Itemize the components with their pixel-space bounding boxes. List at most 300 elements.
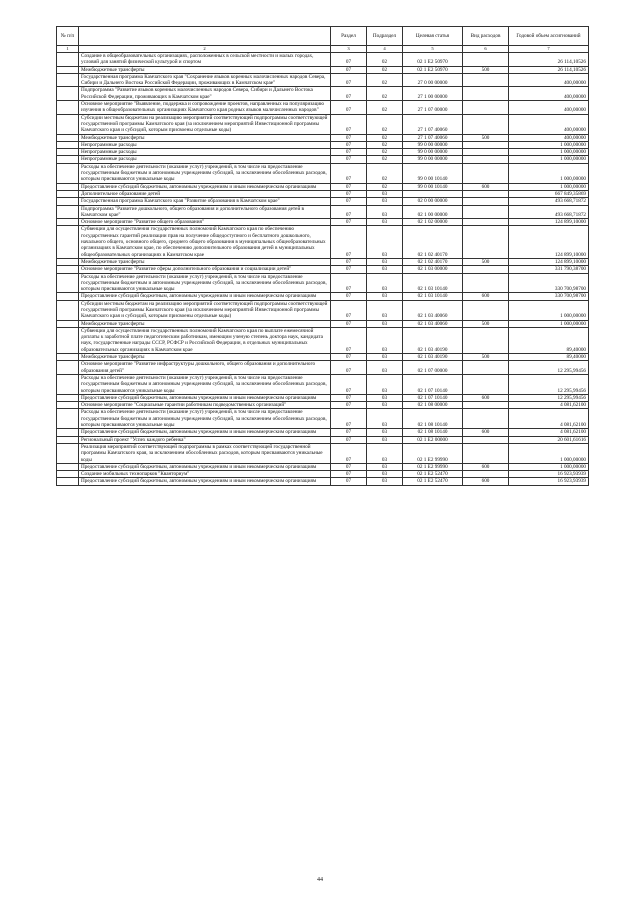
table-row: [57, 190, 589, 197]
column-number: 2: [79, 46, 331, 53]
row-number-cell: [57, 320, 79, 327]
table-row: [57, 183, 589, 190]
amount-cell: 1 000,00000: [509, 149, 589, 156]
amount-cell: 4 081,62100: [509, 409, 589, 429]
amount-cell: 16 923,93939: [509, 471, 589, 478]
table-row: [57, 114, 589, 134]
razdel-cell: 07: [331, 149, 367, 156]
table-row: [57, 402, 589, 409]
razdel-cell: 07: [331, 87, 367, 101]
expense-type-cell: 500: [463, 134, 509, 141]
razdel-cell: 07: [331, 327, 367, 353]
target-article-cell: 27 1 07 40060: [403, 114, 463, 134]
target-article-cell: 02 1 02 00000: [403, 219, 463, 226]
target-article-cell: 99 0 00 00000: [403, 156, 463, 163]
target-article-cell: 99 0 00 00000: [403, 149, 463, 156]
table-row: [57, 293, 589, 300]
table-row: [57, 471, 589, 478]
amount-cell: 1 000,00000: [509, 443, 589, 463]
amount-cell: 331 790,38700: [509, 266, 589, 273]
amount-cell: 4 081,62100: [509, 402, 589, 409]
header-podrazdel: Подраздел: [367, 27, 403, 46]
podrazdel-cell: 02: [367, 101, 403, 115]
razdel-cell: 07: [331, 156, 367, 163]
row-number-cell: [57, 258, 79, 265]
table-header: [57, 27, 589, 53]
amount-cell: 493 668,71872: [509, 198, 589, 205]
expense-type-cell: 600: [463, 394, 509, 401]
razdel-cell: 07: [331, 258, 367, 265]
item-name-cell: Расходы на обеспечение деятельности (оказание услуг) учреждений, в том числе на предоставление государственным бюджетным и автономным учреждениям субсидий, за исключением обособленных расходов, которым присваиваются уникальные коды: [79, 374, 331, 394]
expense-type-cell: [463, 374, 509, 394]
table-row: [57, 266, 589, 273]
expense-type-cell: [463, 409, 509, 429]
razdel-cell: 07: [331, 374, 367, 394]
podrazdel-cell: 02: [367, 149, 403, 156]
amount-cell: 330 700,98700: [509, 273, 589, 293]
amount-cell: 400,00000: [509, 134, 589, 141]
target-article-cell: 02 1 08 10140: [403, 429, 463, 436]
amount-cell: 124 899,10000: [509, 226, 589, 258]
target-article-cell: 02 1 E2 50970: [403, 53, 463, 67]
podrazdel-cell: 03: [367, 471, 403, 478]
expense-type-cell: [463, 101, 509, 115]
row-number-cell: [57, 293, 79, 300]
row-number-cell: [57, 183, 79, 190]
table-row: [57, 273, 589, 293]
page-number: 44: [317, 877, 323, 883]
amount-cell: 89,40000: [509, 327, 589, 353]
row-number-cell: [57, 87, 79, 101]
row-number-cell: [57, 141, 79, 148]
table-row: [57, 300, 589, 320]
expense-type-cell: [463, 53, 509, 67]
target-article-cell: 02 1 02 40170: [403, 258, 463, 265]
column-number: 6: [463, 46, 509, 53]
podrazdel-cell: 02: [367, 183, 403, 190]
expense-type-cell: [463, 163, 509, 183]
amount-cell: 4 081,62100: [509, 429, 589, 436]
row-number-cell: [57, 205, 79, 219]
item-name-cell: Основное мероприятие "Развитие инфраструктуры дошкольного, общего образования и дополнительного образования детей": [79, 361, 331, 375]
expense-type-cell: [463, 266, 509, 273]
column-number: 3: [331, 46, 367, 53]
target-article-cell: 02 1 E2 50970: [403, 66, 463, 73]
target-article-cell: 02 1 08 10140: [403, 409, 463, 429]
razdel-cell: 07: [331, 266, 367, 273]
row-number-cell: [57, 327, 79, 353]
expense-type-cell: [463, 402, 509, 409]
row-number-cell: [57, 374, 79, 394]
podrazdel-cell: 03: [367, 374, 403, 394]
column-number: 4: [367, 46, 403, 53]
razdel-cell: 07: [331, 205, 367, 219]
item-name-cell: Межбюджетные трансферты: [79, 258, 331, 265]
expense-type-cell: [463, 87, 509, 101]
column-number: 7: [509, 46, 589, 53]
item-name-cell: Непрограммные расходы: [79, 141, 331, 148]
header-target-article: Целевая статья: [403, 27, 463, 46]
podrazdel-cell: 02: [367, 53, 403, 67]
row-number-cell: [57, 134, 79, 141]
amount-cell: 1 000,00000: [509, 300, 589, 320]
item-name-cell: Межбюджетные трансферты: [79, 134, 331, 141]
table-row: [57, 101, 589, 115]
item-name-cell: Межбюджетные трансферты: [79, 320, 331, 327]
target-article-cell: 27 1 07 00000: [403, 101, 463, 115]
target-article-cell: 02 1 03 40060: [403, 320, 463, 327]
budget-table: [56, 26, 589, 486]
razdel-cell: 07: [331, 53, 367, 67]
podrazdel-cell: 02: [367, 114, 403, 134]
expense-type-cell: [463, 114, 509, 134]
row-number-cell: [57, 409, 79, 429]
table-row: [57, 53, 589, 67]
row-number-cell: [57, 266, 79, 273]
target-article-cell: 27 0 00 00000: [403, 73, 463, 87]
razdel-cell: 07: [331, 394, 367, 401]
podrazdel-cell: 03: [367, 429, 403, 436]
row-number-cell: [57, 190, 79, 197]
header-name: [79, 27, 331, 46]
expense-type-cell: [463, 443, 509, 463]
razdel-cell: 07: [331, 471, 367, 478]
razdel-cell: 07: [331, 402, 367, 409]
target-article-cell: 02 1 E2 99990: [403, 463, 463, 470]
item-name-cell: Государственная программа Камчатского края "Развитие образования в Камчатском крае": [79, 198, 331, 205]
target-article-cell: 99 0 00 10140: [403, 183, 463, 190]
amount-cell: 1 000,00000: [509, 463, 589, 470]
item-name-cell: Межбюджетные трансферты: [79, 354, 331, 361]
item-name-cell: Расходы на обеспечение деятельности (оказание услуг) учреждений, в том числе на предоставление государственным бюджетным и автономным учреждениям субсидий, за исключением обособленных расходов, которым присваиваются уникальные коды: [79, 163, 331, 183]
target-article-cell: 02 1 00 00000: [403, 205, 463, 219]
item-name-cell: Реализация мероприятий соответствующей подпрограммы в рамках соответствующей государственной программы Камчатского края, за исключением обособленных расходов, которым присваиваются уникальные коды: [79, 443, 331, 463]
item-name-cell: Субсидии местным бюджетам на реализацию мероприятий соответствующей подпрограммы соответствующей государственной программы Камчатского края (за исключением мероприятий Инвестиционной программы Камчатского края и субсидий, которым присвоены отдельные коды): [79, 114, 331, 134]
amount-cell: 26 114,10526: [509, 66, 589, 73]
amount-cell: 1 000,00000: [509, 183, 589, 190]
table-row: [57, 163, 589, 183]
amount-cell: 124 899,10000: [509, 219, 589, 226]
item-name-cell: Основное мероприятие "Развитие сферы дополнительного образования и социализации детей": [79, 266, 331, 273]
column-number: 1: [57, 46, 79, 53]
table-row: [57, 219, 589, 226]
target-article-cell: 27 1 00 00000: [403, 87, 463, 101]
table-row: [57, 73, 589, 87]
amount-cell: 89,40000: [509, 354, 589, 361]
razdel-cell: 07: [331, 141, 367, 148]
item-name-cell: Субвенции для осуществления государственных полномочий Камчатского края по выплате ежемесячной доплаты к заработной плате педагогическим работникам, имеющим ученую степень доктора наук, кандидата наук, государственные награды СССР, РСФСР и Российской Федерации, в отдельных муниципальных образовательных организациях в Камчатском крае: [79, 327, 331, 353]
target-article-cell: 02 1 E2 99990: [403, 443, 463, 463]
podrazdel-cell: 03: [367, 219, 403, 226]
razdel-cell: 07: [331, 219, 367, 226]
target-article-cell: 27 1 07 40060: [403, 134, 463, 141]
podrazdel-cell: 03: [367, 402, 403, 409]
razdel-cell: 07: [331, 354, 367, 361]
target-article-cell: 02 1 03 40190: [403, 354, 463, 361]
amount-cell: 400,00000: [509, 114, 589, 134]
row-number-cell: [57, 402, 79, 409]
row-number-cell: [57, 66, 79, 73]
podrazdel-cell: 03: [367, 361, 403, 375]
table-row: [57, 141, 589, 148]
row-number-cell: [57, 436, 79, 443]
podrazdel-cell: 03: [367, 226, 403, 258]
table-row: [57, 198, 589, 205]
amount-cell: 667 849,35869: [509, 190, 589, 197]
razdel-cell: 07: [331, 198, 367, 205]
razdel-cell: 07: [331, 463, 367, 470]
expense-type-cell: 600: [463, 463, 509, 470]
item-name-cell: Предоставление субсидий бюджетным, автономным учреждениям и иным некоммерческим организациям: [79, 183, 331, 190]
item-name-cell: Создание мобильных технопарков "Кванториум": [79, 471, 331, 478]
table-row: [57, 156, 589, 163]
podrazdel-cell: 03: [367, 354, 403, 361]
razdel-cell: 07: [331, 66, 367, 73]
header-razdel: Раздел: [331, 27, 367, 46]
podrazdel-cell: 03: [367, 436, 403, 443]
row-number-cell: [57, 273, 79, 293]
amount-cell: 16 923,93939: [509, 478, 589, 485]
razdel-cell: 07: [331, 190, 367, 197]
table-row: [57, 354, 589, 361]
expense-type-cell: [463, 219, 509, 226]
target-article-cell: 02 1 08 00000: [403, 402, 463, 409]
target-article-cell: 02 1 E2 52470: [403, 471, 463, 478]
item-name-cell: Создание в общеобразовательных организациях, расположенных в сельской местности и малых городах, условий для занятий физической культурой и спортом: [79, 53, 331, 67]
table-row: [57, 429, 589, 436]
podrazdel-cell: 03: [367, 266, 403, 273]
item-name-cell: Расходы на обеспечение деятельности (оказание услуг) учреждений, в том числе на предоставление государственным бюджетным и автономным учреждениям субсидий, за исключением обособленных расходов, которым присваиваются уникальные коды: [79, 409, 331, 429]
amount-cell: 1 000,00000: [509, 141, 589, 148]
item-name-cell: Межбюджетные трансферты: [79, 66, 331, 73]
expense-type-cell: 500: [463, 66, 509, 73]
table-row: [57, 66, 589, 73]
column-numbers-row: [57, 46, 589, 53]
item-name-cell: Основное мероприятие "Социальные гарантии работникам подведомственных организаций": [79, 402, 331, 409]
item-name-cell: Основное мероприятие "Выявление, поддержка и сопровождение проектов, направленных на популяризацию изучения в общеобразовательных организациях Камчатского края родных языков малочисленных народов": [79, 101, 331, 115]
expense-type-cell: [463, 300, 509, 320]
target-article-cell: 02 1 03 40190: [403, 327, 463, 353]
expense-type-cell: 500: [463, 320, 509, 327]
amount-cell: 20 601,61616: [509, 436, 589, 443]
target-article-cell: 02 1 E2 00000: [403, 436, 463, 443]
podrazdel-cell: 02: [367, 73, 403, 87]
target-article-cell: 02 1 03 10140: [403, 273, 463, 293]
razdel-cell: 07: [331, 101, 367, 115]
row-number-cell: [57, 478, 79, 485]
amount-cell: 12 295,99456: [509, 394, 589, 401]
table-row: [57, 149, 589, 156]
table-row: [57, 478, 589, 485]
table-row: [57, 436, 589, 443]
expense-type-cell: [463, 198, 509, 205]
expense-type-cell: [463, 149, 509, 156]
target-article-cell: 99 0 00 00000: [403, 141, 463, 148]
target-article-cell: [403, 190, 463, 197]
amount-cell: 26 114,10526: [509, 53, 589, 67]
row-number-cell: [57, 53, 79, 67]
item-name-cell: Непрограммные расходы: [79, 156, 331, 163]
razdel-cell: 07: [331, 436, 367, 443]
row-number-cell: [57, 354, 79, 361]
amount-cell: 400,00000: [509, 101, 589, 115]
expense-type-cell: [463, 156, 509, 163]
row-number-cell: [57, 471, 79, 478]
razdel-cell: 07: [331, 134, 367, 141]
podrazdel-cell: 03: [367, 273, 403, 293]
item-name-cell: Субсидии местным бюджетам на реализацию мероприятий соответствующей подпрограммы соответствующей государственной программы Камчатского края (за исключением мероприятий Инвестиционной программы Камчатского края и субсидий, которым присвоены отдельные коды): [79, 300, 331, 320]
row-number-cell: [57, 463, 79, 470]
row-number-cell: [57, 156, 79, 163]
podrazdel-cell: 03: [367, 258, 403, 265]
header-expense-type: Вид расходов: [463, 27, 509, 46]
expense-type-cell: 600: [463, 478, 509, 485]
razdel-cell: 07: [331, 409, 367, 429]
item-name-cell: Предоставление субсидий бюджетным, автономным учреждениям и иным некоммерческим организациям: [79, 429, 331, 436]
razdel-cell: 07: [331, 320, 367, 327]
expense-type-cell: [463, 226, 509, 258]
item-name-cell: Предоставление субсидий бюджетным, автономным учреждениям и иным некоммерческим организациям: [79, 293, 331, 300]
row-number-cell: [57, 361, 79, 375]
row-number-cell: [57, 219, 79, 226]
expense-type-cell: 500: [463, 354, 509, 361]
razdel-cell: 07: [331, 226, 367, 258]
podrazdel-cell: 03: [367, 443, 403, 463]
row-number-cell: [57, 73, 79, 87]
podrazdel-cell: 03: [367, 293, 403, 300]
podrazdel-cell: 03: [367, 190, 403, 197]
target-article-cell: 02 1 07 10140: [403, 374, 463, 394]
item-name-cell: Предоставление субсидий бюджетным, автономным учреждениям и иным некоммерческим организациям: [79, 478, 331, 485]
podrazdel-cell: 03: [367, 205, 403, 219]
table-row: [57, 327, 589, 353]
row-number-cell: [57, 163, 79, 183]
amount-cell: 400,00000: [509, 87, 589, 101]
table-body: [57, 53, 589, 486]
podrazdel-cell: 03: [367, 463, 403, 470]
expense-type-cell: 600: [463, 429, 509, 436]
expense-type-cell: [463, 73, 509, 87]
expense-type-cell: [463, 205, 509, 219]
item-name-cell: Дополнительное образование детей: [79, 190, 331, 197]
table-row: [57, 409, 589, 429]
expense-type-cell: [463, 141, 509, 148]
podrazdel-cell: 02: [367, 163, 403, 183]
table-row: [57, 226, 589, 258]
razdel-cell: 07: [331, 73, 367, 87]
target-article-cell: 02 1 02 40170: [403, 226, 463, 258]
podrazdel-cell: 02: [367, 66, 403, 73]
expense-type-cell: 500: [463, 258, 509, 265]
row-number-cell: [57, 101, 79, 115]
podrazdel-cell: 03: [367, 198, 403, 205]
amount-cell: 1 000,00000: [509, 156, 589, 163]
amount-cell: 12 295,99456: [509, 374, 589, 394]
header-annual-amount: Годовой объем ассигнований: [509, 27, 589, 46]
razdel-cell: 07: [331, 273, 367, 293]
item-name-cell: Субвенции для осуществления государственных полномочий Камчатского края по обеспечению государственных гарантий реализации прав на получение общедоступного и бесплатного дошкольного, начального общего, основного общего, среднего общего образования в муниципальных общеобразовательных организациях в Камчатском крае, по обеспечению дополнительного образования детей в муниципальных общеобразовательных организациях в Камчатском крае: [79, 226, 331, 258]
table-row: [57, 205, 589, 219]
expense-type-cell: [463, 436, 509, 443]
table-row: [57, 374, 589, 394]
row-number-cell: [57, 198, 79, 205]
podrazdel-cell: 03: [367, 409, 403, 429]
target-article-cell: 02 1 03 10140: [403, 293, 463, 300]
column-number: 5: [403, 46, 463, 53]
expense-type-cell: [463, 361, 509, 375]
razdel-cell: 07: [331, 478, 367, 485]
amount-cell: 1 000,00000: [509, 320, 589, 327]
amount-cell: 330 700,98700: [509, 293, 589, 300]
expense-type-cell: 600: [463, 293, 509, 300]
row-number-cell: [57, 443, 79, 463]
row-number-cell: [57, 114, 79, 134]
row-number-cell: [57, 149, 79, 156]
table-row: [57, 394, 589, 401]
item-name-cell: Государственная программа Камчатского края "Сохранение языков коренных малочисленных народов Севера, Сибири и Дальнего Востока Российской Федерации, проживающих в Камчатском крае": [79, 73, 331, 87]
razdel-cell: 07: [331, 361, 367, 375]
target-article-cell: 99 0 00 10140: [403, 163, 463, 183]
amount-cell: 400,00000: [509, 73, 589, 87]
expense-type-cell: 600: [463, 183, 509, 190]
row-number-cell: [57, 394, 79, 401]
table-row: [57, 134, 589, 141]
item-name-cell: Региональный проект "Успех каждого ребенка": [79, 436, 331, 443]
razdel-cell: 07: [331, 293, 367, 300]
header-num: № п/п: [57, 27, 79, 46]
razdel-cell: 07: [331, 183, 367, 190]
table-row: [57, 258, 589, 265]
target-article-cell: 02 1 E2 52470: [403, 478, 463, 485]
item-name-cell: Предоставление субсидий бюджетным, автономным учреждениям и иным некоммерческим организациям: [79, 394, 331, 401]
razdel-cell: 07: [331, 300, 367, 320]
table-row: [57, 443, 589, 463]
item-name-cell: Подпрограмма "Развитие дошкольного, общего образования и дополнительного образования детей в Камчатском крае": [79, 205, 331, 219]
razdel-cell: 07: [331, 443, 367, 463]
podrazdel-cell: 03: [367, 478, 403, 485]
row-number-cell: [57, 429, 79, 436]
item-name-cell: Подпрограмма "Развитие языков коренных малочисленных народов Севера, Сибири и Дальнего Востока Российской Федерации, проживающих в Камчатском крае": [79, 87, 331, 101]
target-article-cell: 02 1 07 00000: [403, 361, 463, 375]
target-article-cell: 02 1 03 40060: [403, 300, 463, 320]
item-name-cell: Непрограммные расходы: [79, 149, 331, 156]
podrazdel-cell: 03: [367, 327, 403, 353]
podrazdel-cell: 02: [367, 134, 403, 141]
amount-cell: 493 668,71872: [509, 205, 589, 219]
row-number-cell: [57, 226, 79, 258]
expense-type-cell: [463, 471, 509, 478]
podrazdel-cell: 02: [367, 156, 403, 163]
amount-cell: 1 000,00000: [509, 163, 589, 183]
expense-type-cell: [463, 273, 509, 293]
table-row: [57, 320, 589, 327]
target-article-cell: 02 1 03 00000: [403, 266, 463, 273]
razdel-cell: 07: [331, 114, 367, 134]
table-row: [57, 87, 589, 101]
target-article-cell: 02 1 07 10140: [403, 394, 463, 401]
amount-cell: 124 899,10000: [509, 258, 589, 265]
podrazdel-cell: 02: [367, 87, 403, 101]
item-name-cell: Расходы на обеспечение деятельности (оказание услуг) учреждений, в том числе на предоставление государственным бюджетным и автономным учреждениям субсидий, за исключением обособленных расходов, которым присваиваются уникальные коды: [79, 273, 331, 293]
podrazdel-cell: 03: [367, 320, 403, 327]
podrazdel-cell: 03: [367, 300, 403, 320]
podrazdel-cell: 02: [367, 141, 403, 148]
item-name-cell: Предоставление субсидий бюджетным, автономным учреждениям и иным некоммерческим организациям: [79, 463, 331, 470]
razdel-cell: 07: [331, 429, 367, 436]
target-article-cell: 02 0 00 00000: [403, 198, 463, 205]
row-number-cell: [57, 300, 79, 320]
expense-type-cell: [463, 190, 509, 197]
